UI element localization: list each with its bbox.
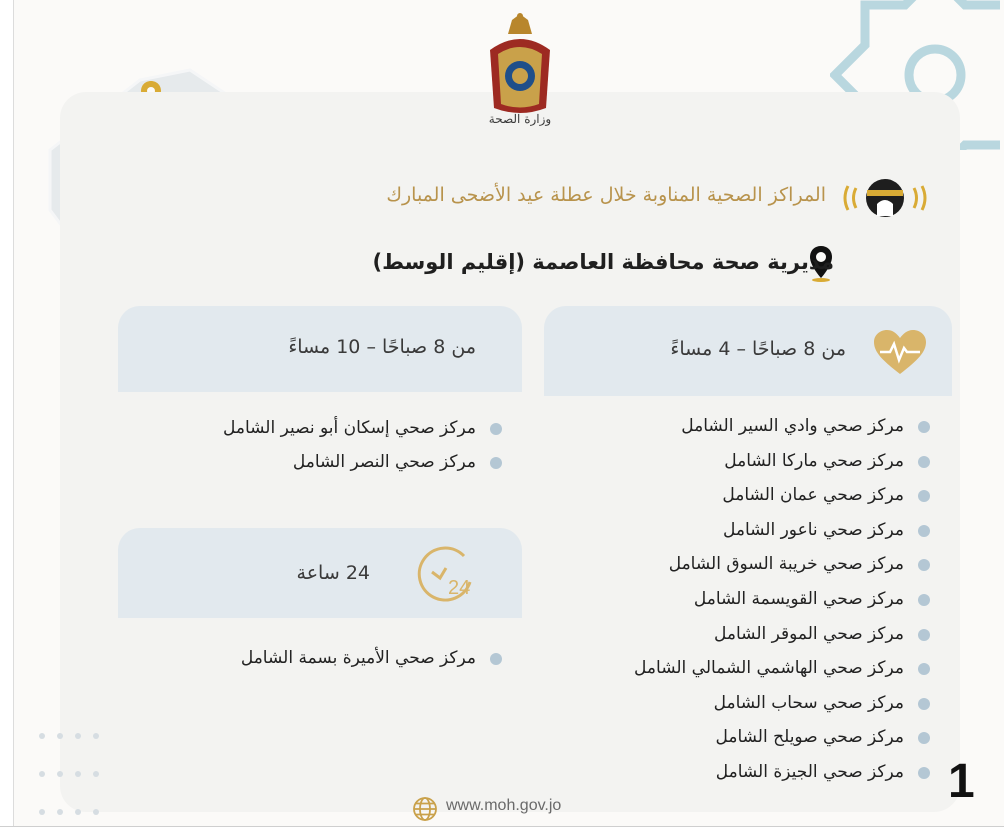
bullet: [918, 767, 930, 779]
bullet: [918, 629, 930, 641]
list-item: [634, 447, 932, 482]
website-link[interactable]: www.moh.gov.jo: [446, 797, 562, 814]
center-name: مركز صحي القويسمة الشامل: [693, 588, 904, 609]
bullet: [918, 525, 930, 537]
center-name: مركز صحي الجيزة الشامل: [715, 761, 904, 782]
center-name: مركز صحي عمان الشامل: [722, 485, 904, 506]
full-day-center-list: [241, 644, 504, 678]
bullet: [918, 663, 930, 675]
list-item: [634, 412, 932, 447]
evening-shift-center-list: [223, 414, 504, 482]
list-item: [634, 481, 932, 516]
directorate-title: مديرية صحة محافظة العاصمة (إقليم الوسط): [372, 250, 834, 274]
center-name: مركز صحي إسكان أبو نصير الشامل: [222, 418, 476, 438]
center-name: مركز صحي صويلح الشامل: [715, 727, 904, 748]
bullet: [490, 423, 502, 435]
center-name: مركز صحي الموقر الشامل: [714, 623, 904, 644]
bullet: [918, 421, 930, 433]
center-name: مركز صحي الهاشمي الشمالي الشامل: [634, 658, 904, 679]
center-name: مركز صحي ماركا الشامل: [724, 450, 904, 471]
list-item: [634, 689, 932, 724]
evening-shift-hours: من 8 صباحًا – 10 مساءً: [288, 336, 476, 358]
list-item: [634, 516, 932, 551]
center-name: مركز صحي النصر الشامل: [292, 452, 476, 472]
bullet: [918, 490, 930, 502]
left-frame-strip: [0, 0, 14, 833]
title-row: [230, 178, 930, 218]
list-item: [241, 644, 504, 678]
list-item: [634, 620, 932, 655]
clock-24-icon: [412, 542, 478, 604]
bullet: [918, 698, 930, 710]
center-name: مركز صحي وادي السير الشامل: [681, 416, 904, 436]
list-item: [223, 448, 504, 482]
center-name: مركز صحي سحاب الشامل: [713, 692, 904, 713]
list-item: [634, 654, 932, 689]
page-title: المراكز الصحية المناوبة خلال عطلة عيد الأضحى المبارك: [386, 184, 826, 206]
list-item: [223, 414, 504, 448]
kaaba-icon: [840, 178, 930, 218]
page-number: 1: [948, 755, 975, 808]
day-shift-center-list: [634, 412, 932, 793]
dots-decoration: [36, 728, 116, 818]
heart-pulse-icon: [872, 328, 928, 378]
full-day-hours: 24 ساعة: [296, 562, 370, 584]
day-shift-hours: من 8 صباحًا – 4 مساءً: [670, 338, 846, 360]
list-item: [634, 550, 932, 585]
bullet: [918, 456, 930, 468]
center-name: مركز صحي خريبة السوق الشامل: [668, 554, 904, 575]
list-item: [634, 585, 932, 620]
center-name: مركز صحي ناعور الشامل: [722, 519, 904, 540]
bullet: [918, 594, 930, 606]
bottom-frame-strip: [0, 826, 1004, 833]
bullet: [918, 732, 930, 744]
clock-24-label: 24: [448, 577, 471, 599]
list-item: [634, 758, 932, 793]
center-name: مركز صحي الأميرة بسمة الشامل: [240, 648, 476, 668]
jordan-coat-of-arms-icon: [484, 10, 556, 120]
full-day-header: [118, 528, 522, 618]
list-item: [634, 723, 932, 758]
bullet: [490, 653, 502, 665]
globe-icon: [412, 796, 438, 822]
day-shift-header: [544, 306, 952, 396]
bullet: [490, 457, 502, 469]
ministry-label: وزارة الصحة: [488, 112, 552, 126]
evening-shift-header: [118, 306, 522, 392]
bullet: [918, 559, 930, 571]
